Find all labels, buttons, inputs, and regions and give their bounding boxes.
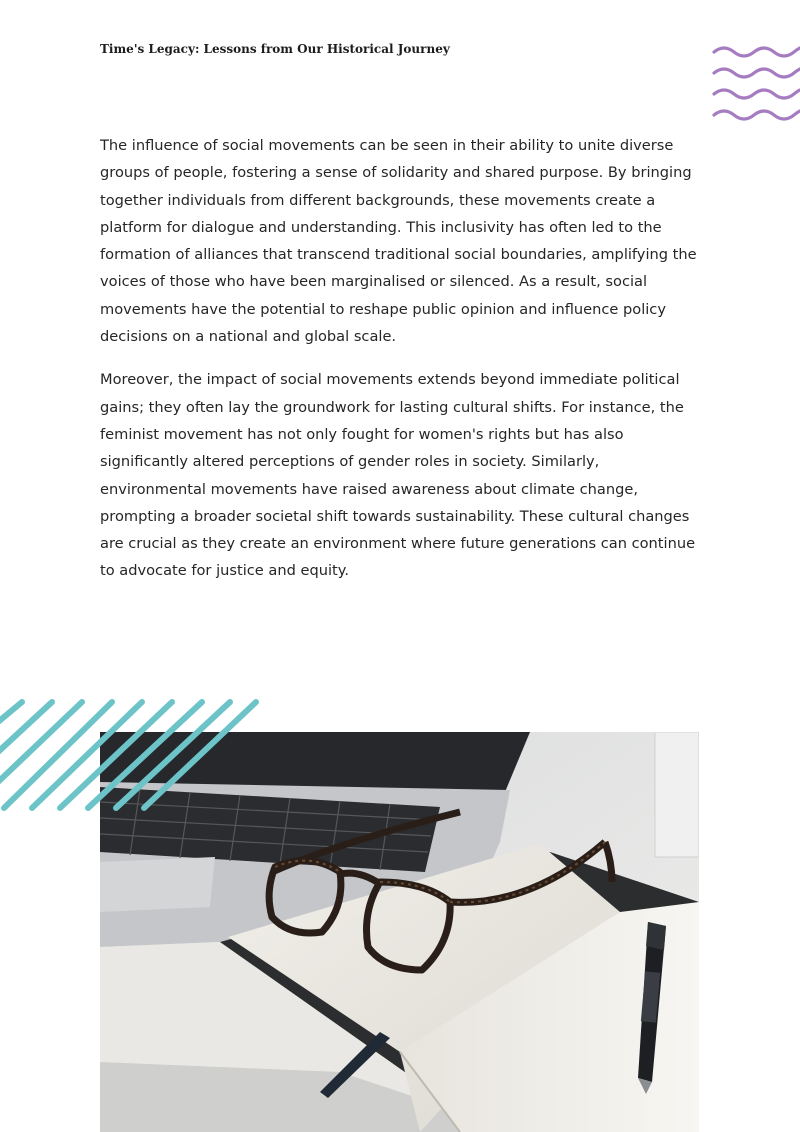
stripe-decoration: [0, 698, 262, 818]
body-text: [100, 132, 700, 601]
header-title: Time's Legacy: Lessons from Our Historical Journey: [100, 42, 450, 56]
paragraph-1: The influence of social movements can be seen in their ability to unite diverse groups of people, fostering a sense of solidarity and shared purpose. By bringing together individuals from different backgrounds, these movements create a platform for dialogue and understanding. This inclusivity has often led to the formation of alliances that transcend traditional social boundaries, amplifying the voices of those who have been marginalised or silenced. As a result, social movements have the potential to reshape public opinion and influence policy decisions on a national and global scale.: [100, 137, 697, 346]
paragraph-2: Moreover, the impact of social movements extends beyond immediate political gains; they often lay the groundwork for lasting cultural shifts. For instance, the feminist movement has not only fought for women's rights but has also significantly altered perceptions of gender roles in society. Similarly, environmental movements have raised awareness about climate change, prompting a broader societal shift towards sustainability. These cultural changes are crucial as they create an environment where future generations can continue to advocate for justice and equity.: [100, 371, 696, 580]
wave-decoration: [708, 40, 800, 124]
